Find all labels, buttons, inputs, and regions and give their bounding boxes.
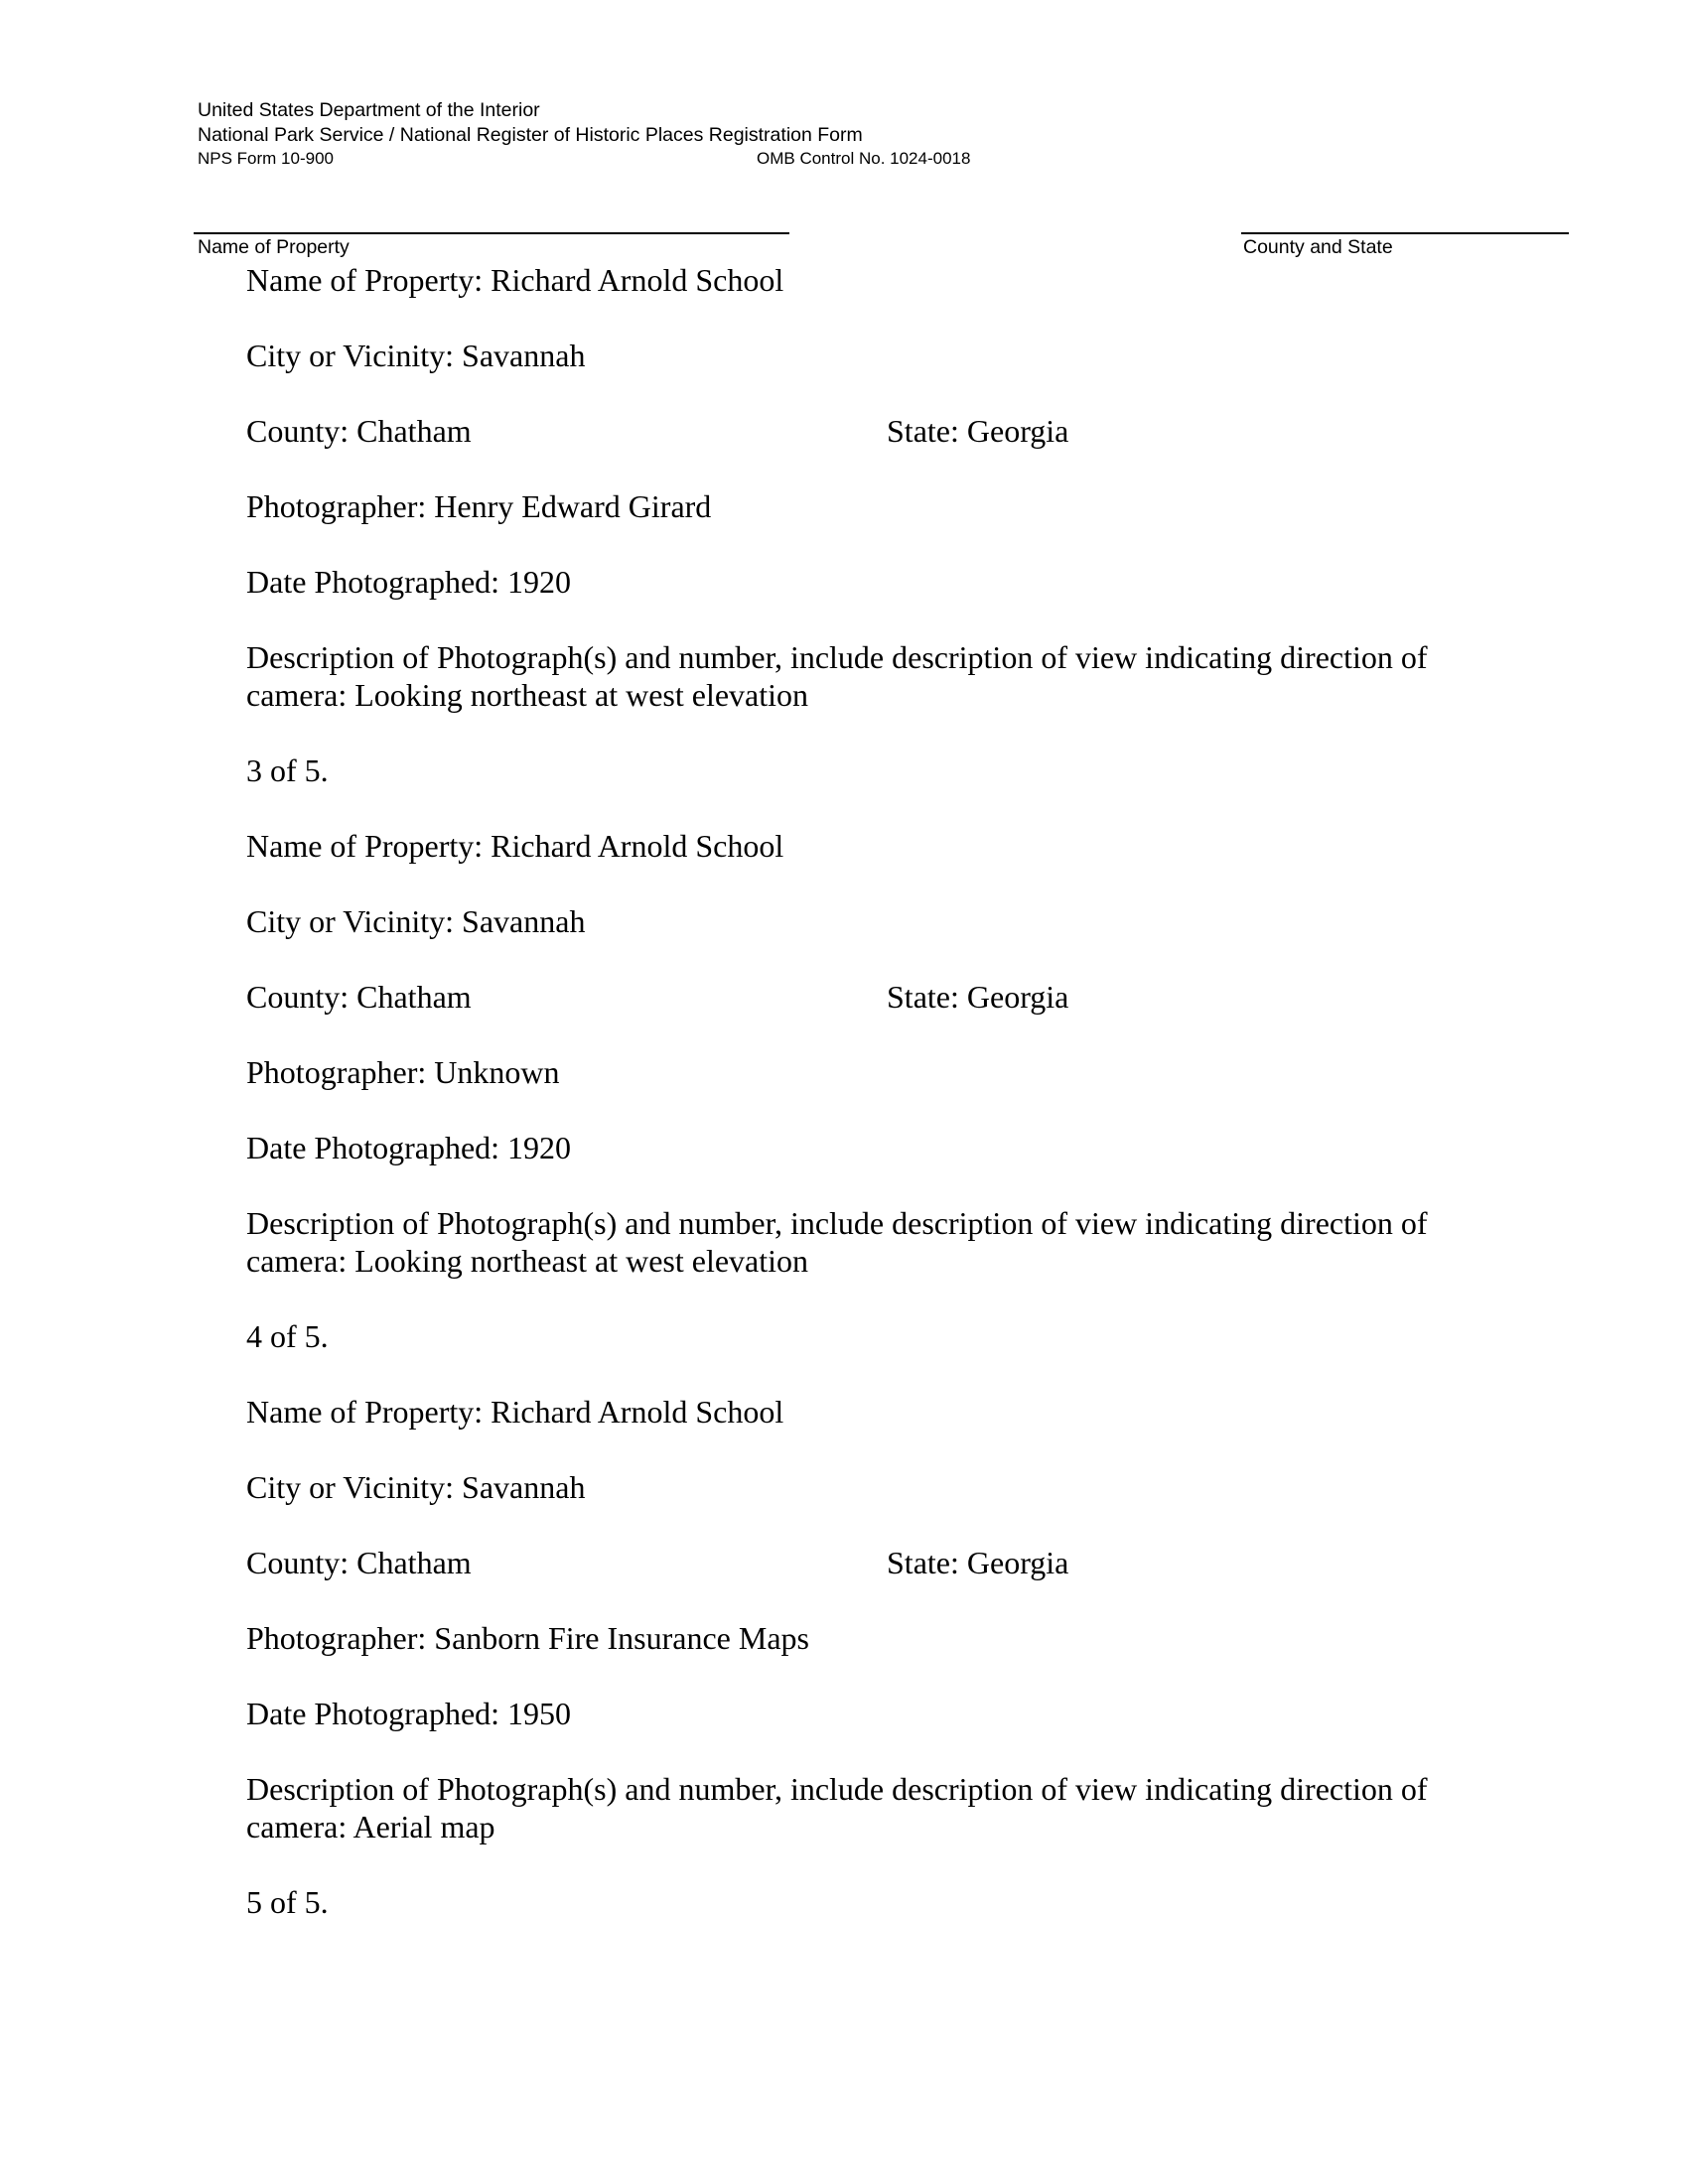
state: State: Georgia: [887, 413, 1069, 449]
photo-description: Description of Photograph(s) and number, include description of view indicating direction of camera: Looking northeast at west elevation: [246, 639, 1428, 713]
name-of-property-label: Name of Property: [198, 236, 350, 258]
city-vicinity: City or Vicinity: Savannah: [246, 903, 586, 939]
photographer: Photographer: Unknown: [246, 1054, 560, 1090]
city-vicinity: City or Vicinity: Savannah: [246, 338, 586, 373]
state: State: Georgia: [887, 979, 1069, 1015]
property-name: Name of Property: Richard Arnold School: [246, 1394, 784, 1430]
date-photographed: Date Photographed: 1920: [246, 564, 572, 600]
date-photographed: Date Photographed: 1950: [246, 1696, 572, 1731]
county-and-state-label: County and State: [1243, 236, 1393, 258]
photo-number: 5 of 5.: [246, 1884, 329, 1920]
state: State: Georgia: [887, 1545, 1069, 1580]
city-vicinity: City or Vicinity: Savannah: [246, 1469, 586, 1505]
county: County: Chatham: [246, 413, 472, 449]
property-name: Name of Property: Richard Arnold School: [246, 828, 784, 864]
county: County: Chatham: [246, 979, 472, 1015]
form-title: National Park Service / National Register of Historic Places Registration Form: [198, 124, 863, 146]
photo-number: 4 of 5.: [246, 1318, 329, 1354]
property-name: Name of Property: Richard Arnold School: [246, 262, 784, 298]
photo-description: Description of Photograph(s) and number, include description of view indicating direction of camera: Aerial map: [246, 1771, 1428, 1844]
form-number: NPS Form 10-900: [198, 149, 334, 168]
date-photographed: Date Photographed: 1920: [246, 1130, 572, 1165]
agency-name: United States Department of the Interior: [198, 99, 540, 121]
county: County: Chatham: [246, 1545, 472, 1580]
photo-number: 3 of 5.: [246, 752, 329, 788]
photographer: Photographer: Sanborn Fire Insurance Maps: [246, 1620, 809, 1656]
photographer: Photographer: Henry Edward Girard: [246, 488, 712, 524]
name-of-property-rule: [194, 232, 789, 234]
omb-control-number: OMB Control No. 1024-0018: [757, 149, 971, 168]
photo-description: Description of Photograph(s) and number, include description of view indicating direction of camera: Looking northeast at west elevation: [246, 1205, 1428, 1279]
county-state-rule: [1241, 232, 1569, 234]
